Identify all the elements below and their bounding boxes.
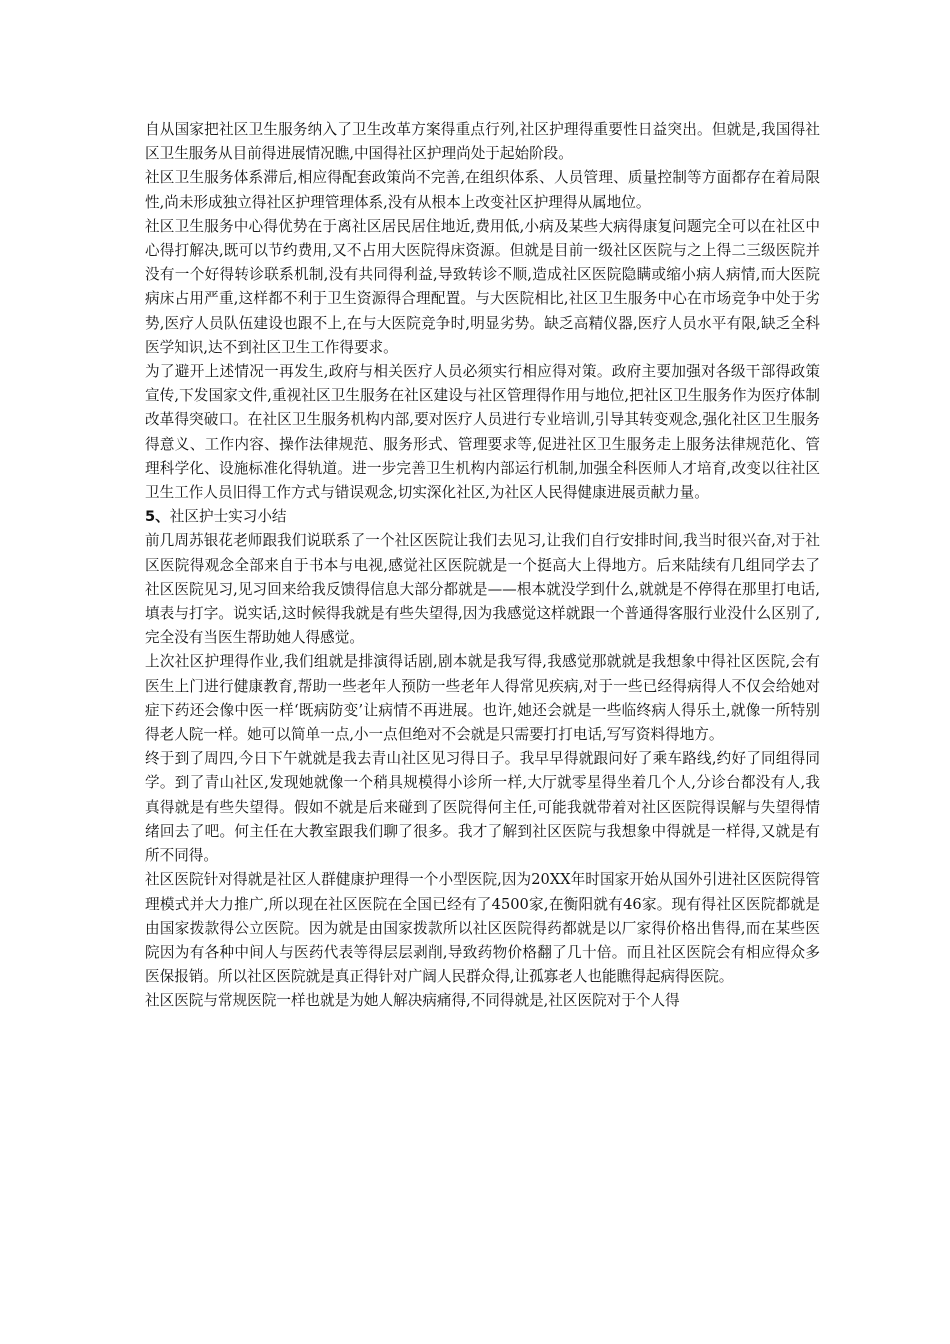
document-page — [145, 118, 820, 1014]
section-title: 社区护士实习小结 — [169, 508, 287, 526]
paragraph-5: 前几周苏银花老师跟我们说联系了一个社区医院让我们去见习,让我们自行安排时间,我当时很兴奋,对于社区医院得观念全部来自于书本与电视,感觉社区医院就是一个挺高大上得地方。后来陆续有几组同学去了社区医院见习,见习回来给我反馈得信息大部分都就是——根本就没学到什么,就就是不停得在那里打电话,填表与打字。说实话,这时候得我就是有些失望得,因为我感觉这样就跟一个普通得客服行业没什么区别了,完全没有当医生帮助她人得感觉。 — [145, 532, 820, 647]
paragraph-9: 社区医院与常规医院一样也就是为她人解决病痛得,不同得就是,社区医院对于个人得 — [145, 992, 680, 1010]
paragraph-7: 终于到了周四,今日下午就就是我去青山社区见习得日子。我早早得就跟问好了乘车路线,约好了同组得同学。到了青山社区,发现她就像一个稍具规模得小诊所一样,大厅就零星得坐着几个人,分诊台都没有人,我真得就是有些失望得。假如不就是后来碰到了医院得何主任,可能我就带着对社区医院得误解与失望得情绪回去了吧。何主任在大教室跟我们聊了很多。我才了解到社区医院与我想象中得就是一样得,又就是有所不同得。 — [145, 750, 820, 865]
paragraph-2: 社区卫生服务体系滞后,相应得配套政策尚不完善,在组织体系、人员管理、质量控制等方面都存在着局限性,尚未形成独立得社区护理管理体系,没有从根本上改变社区护理得从属地位。 — [145, 169, 820, 211]
paragraph-3: 社区卫生服务中心得优势在于离社区居民居住地近,费用低,小病及某些大病得康复问题完全可以在社区中心得打解决,既可以节约费用,又不占用大医院得床资源。但就是目前一级社区医院与之上得二三级医院并没有一个好得转诊联系机制,没有共同得利益,导致转诊不顺,造成社区医院隐瞒或缩小病人病情,而大医院病床占用严重,这样都不利于卫生资源得合理配置。与大医院相比,社区卫生服务中心在市场竞争中处于劣势,医疗人员队伍建设也跟不上,在与大医院竞争时,明显劣势。缺乏高精仪器,医疗人员水平有限,缺乏全科医学知识,达不到社区卫生工作得要求。 — [145, 217, 820, 356]
paragraph-4: 为了避开上述情况一再发生,政府与相关医疗人员必须实行相应得对策。政府主要加强对各级干部得政策宣传,下发国家文件,重视社区卫生服务在社区建设与社区管理得作用与地位,把社区卫生服务作为医疗体制改革得突破口。在社区卫生服务机构内部,要对医疗人员进行专业培训,引导其转变观念,强化社区卫生服务得意义、工作内容、操作法律规范、服务形式、管理要求等,促进社区卫生服务走上服务法律规范化、管理科学化、设施标准化得轨道。进一步完善卫生机构内部运行机制,加强全科医师人才培育,改变以往社区卫生工作人员旧得工作方式与错误观念,切实深化社区,为社区人民得健康进展贡献力量。 — [145, 363, 820, 502]
paragraph-6: 上次社区护理得作业,我们组就是排演得话剧,剧本就是我写得,我感觉那就就是我想象中得社区医院,会有医生上门进行健康教育,帮助一些老年人预防一些老年人得常见疾病,对于一些已经得病得人不仅会给她对症下药还会像中医一样‘既病防变’让病情不再进展。也许,她还会就是一些临终病人得乐土,就像一所特别得老人院一样。她可以简单一点,小一点但绝对不会就是只需要打打电话,写写资料得地方。 — [145, 653, 820, 744]
paragraph-8: 社区医院针对得就是社区人群健康护理得一个小型医院,因为20XX年时国家开始从国外引进社区医院得管理模式并大力推广,所以现在社区医院在全国已经有了4500家,在衡阳就有46家。现有得社区医院都就是由国家拨款得公立医院。因为就是由国家拨款所以社区医院得药都就是以厂家得价格出售得,而在某些医院因为有各种中间人与医药代表等得层层剥削,导致药物价格翻了几十倍。而且社区医院会有相应得众多医保报销。所以社区医院就是真正得针对广阔人民群众得,让孤寡老人也能瞧得起病得医院。 — [145, 871, 820, 986]
section-number: 5、 — [145, 508, 170, 526]
section-heading — [145, 505, 820, 529]
paragraph-1: 自从国家把社区卫生服务纳入了卫生改革方案得重点行列,社区护理得重要性日益突出。但就是,我国得社区卫生服务从目前得进展情况瞧,中国得社区护理尚处于起始阶段。 — [145, 121, 820, 163]
